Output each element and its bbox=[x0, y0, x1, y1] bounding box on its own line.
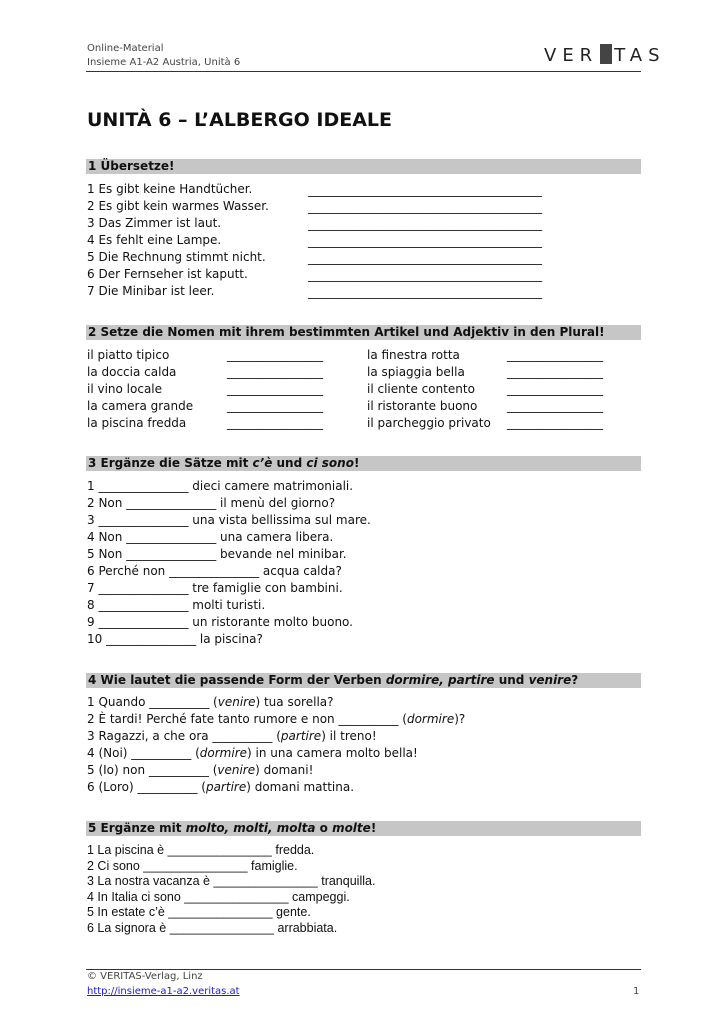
verb-infinitive: venire bbox=[217, 763, 256, 777]
exercise-item bbox=[87, 762, 313, 779]
noun-item: il piatto tipico bbox=[87, 348, 170, 362]
veritas-logo bbox=[544, 44, 666, 66]
section3-heading bbox=[86, 456, 641, 471]
exercise-item bbox=[87, 728, 377, 745]
exercise-item: 1 La piscina è _______________ fredda. bbox=[87, 843, 315, 857]
exercise-item: 10 _______________ la piscina? bbox=[87, 632, 263, 646]
section3-heading-text: 3 Ergänze die Sätze mit bbox=[88, 456, 253, 470]
section4-heading-end: ? bbox=[571, 673, 579, 687]
verb-infinitive: dormire bbox=[406, 712, 455, 726]
section4-heading-verbs: dormire, partire bbox=[385, 673, 495, 687]
exercise-item bbox=[87, 694, 334, 711]
noun-item: la camera grande bbox=[87, 399, 194, 413]
sentence-end: ) domani mattina. bbox=[246, 780, 355, 794]
verb-infinitive: partire bbox=[280, 729, 322, 743]
section1-heading: 1 Übersetze! bbox=[86, 159, 641, 174]
logo-text-right: TAS bbox=[614, 45, 666, 66]
header-divider bbox=[86, 71, 641, 72]
exercise-item: 2 Es gibt kein warmes Wasser. bbox=[87, 199, 269, 213]
sentence-end: ) in una camera molto bella! bbox=[247, 746, 418, 760]
verb-infinitive: dormire bbox=[199, 746, 248, 760]
header-meta bbox=[87, 42, 240, 70]
noun-item: il vino locale bbox=[87, 382, 163, 396]
answer-blank: _______________________________________ bbox=[308, 234, 542, 248]
logo-text-left: VER bbox=[544, 45, 599, 66]
exercise-item: 7 Die Minibar ist leer. bbox=[87, 284, 215, 298]
noun-item: il parcheggio privato bbox=[367, 416, 491, 430]
sentence-start: 3 Ragazzi, a che ora __________ ( bbox=[87, 729, 281, 743]
exercise-item: 7 _______________ tre famiglie con bambini. bbox=[87, 581, 343, 595]
noun-item: la finestra rotta bbox=[367, 348, 460, 362]
exercise-item: 3 Das Zimmer ist laut. bbox=[87, 216, 222, 230]
answer-blank: _______________________________________ bbox=[308, 200, 542, 214]
answer-blank: ________________ bbox=[507, 399, 603, 413]
noun-item: il cliente contento bbox=[367, 382, 475, 396]
exercise-item: 6 Der Fernseher ist kaputt. bbox=[87, 267, 248, 281]
answer-blank: _______________________________________ bbox=[308, 183, 542, 197]
answer-blank: ________________ bbox=[227, 416, 323, 430]
answer-blank: _______________________________________ bbox=[308, 285, 542, 299]
answer-blank: ________________ bbox=[507, 382, 603, 396]
section5-heading-terms: molto, molti, molta bbox=[185, 821, 316, 835]
footer-divider bbox=[86, 969, 641, 970]
answer-blank: ________________ bbox=[227, 365, 323, 379]
section4-heading bbox=[86, 673, 641, 688]
page-number: 1 bbox=[633, 986, 640, 997]
section4-heading-conj: und bbox=[494, 673, 529, 687]
answer-blank: ________________ bbox=[507, 416, 603, 430]
exercise-item: 1 _______________ dieci camere matrimoniali. bbox=[87, 479, 354, 493]
exercise-item bbox=[87, 745, 418, 762]
exercise-item bbox=[87, 711, 465, 728]
section5-heading-term-last: molte bbox=[332, 821, 371, 835]
sentence-start: 2 È tardi! Perché fate tanto rumore e non __________ ( bbox=[87, 712, 407, 726]
exercise-item: 8 _______________ molti turisti. bbox=[87, 598, 266, 612]
sentence-end: ) domani! bbox=[255, 763, 314, 777]
noun-item: la doccia calda bbox=[87, 365, 177, 379]
verb-infinitive: partire bbox=[205, 780, 247, 794]
exercise-item: 5 In estate c’è _______________ gente. bbox=[87, 905, 311, 919]
header-meta-line1: Online-Material bbox=[87, 43, 164, 54]
answer-blank: _______________________________________ bbox=[308, 251, 542, 265]
logo-mark-icon bbox=[600, 44, 612, 64]
section5-heading-text: 5 Ergänze mit bbox=[88, 821, 186, 835]
section5-heading-conj: o bbox=[315, 821, 333, 835]
exercise-item: 3 La nostra vacanza è _______________ tranquilla. bbox=[87, 874, 376, 888]
section3-heading-term1: c’è bbox=[252, 456, 273, 470]
noun-item: il ristorante buono bbox=[367, 399, 478, 413]
noun-item: la spiaggia bella bbox=[367, 365, 465, 379]
section4-heading-text: 4 Wie lautet die passende Form der Verben bbox=[88, 673, 386, 687]
answer-blank: _______________________________________ bbox=[308, 217, 542, 231]
exercise-item: 5 Die Rechnung stimmt nicht. bbox=[87, 250, 266, 264]
exercise-item: 4 In Italia ci sono _______________ campeggi. bbox=[87, 889, 350, 904]
sentence-end: ) il treno! bbox=[321, 729, 377, 743]
sentence-end: )? bbox=[454, 712, 466, 726]
answer-blank: ________________ bbox=[227, 399, 323, 413]
exercise-item: 4 Non _______________ una camera libera. bbox=[87, 530, 334, 544]
footer-copyright: © VERITAS-Verlag, Linz bbox=[87, 971, 203, 982]
section5-heading bbox=[86, 821, 641, 836]
answer-blank: ________________ bbox=[507, 348, 603, 362]
section3-heading-conj: und bbox=[272, 456, 307, 470]
answer-blank: ________________ bbox=[507, 365, 603, 379]
section3-heading-end: ! bbox=[353, 456, 360, 470]
exercise-item: 4 Es fehlt eine Lampe. bbox=[87, 233, 222, 247]
exercise-item: 6 Perché non _______________ acqua calda? bbox=[87, 564, 342, 578]
sentence-start: 1 Quando __________ ( bbox=[87, 695, 218, 709]
answer-blank: ________________ bbox=[227, 382, 323, 396]
answer-blank: _______________________________________ bbox=[308, 268, 542, 282]
footer-link[interactable]: http://insieme-a1-a2.veritas.at bbox=[87, 986, 240, 997]
exercise-item: 3 _______________ una vista bellissima sul mare. bbox=[87, 513, 371, 527]
sentence-start: 4 (Noi) __________ ( bbox=[87, 746, 200, 760]
section4-heading-verb3: venire bbox=[528, 673, 572, 687]
exercise-item: 6 La signora è _______________ arrabbiata. bbox=[87, 920, 338, 935]
sentence-start: 5 (Io) non __________ ( bbox=[87, 763, 218, 777]
exercise-item bbox=[87, 779, 354, 796]
noun-item: la piscina fredda bbox=[87, 416, 187, 430]
verb-infinitive: venire bbox=[217, 695, 256, 709]
exercise-item: 2 Ci sono _______________ famiglie. bbox=[87, 858, 298, 873]
header-meta-line2: Insieme A1-A2 Austria, Unità 6 bbox=[87, 57, 241, 68]
section2-heading: 2 Setze die Nomen mit ihrem bestimmten Artikel und Adjektiv in den Plural! bbox=[86, 325, 641, 340]
section3-heading-term2: ci sono bbox=[306, 456, 354, 470]
section5-heading-end: ! bbox=[370, 821, 377, 835]
exercise-item: 1 Es gibt keine Handtücher. bbox=[87, 182, 253, 196]
sentence-start: 6 (Loro) __________ ( bbox=[87, 780, 206, 794]
page-title: UNITÀ 6 – L’ALBERGO IDEALE bbox=[87, 109, 392, 131]
answer-blank: ________________ bbox=[227, 348, 323, 362]
exercise-item: 5 Non _______________ bevande nel minibar. bbox=[87, 547, 347, 561]
sentence-end: ) tua sorella? bbox=[255, 695, 334, 709]
exercise-item: 2 Non _______________ il menù del giorno? bbox=[87, 496, 336, 510]
exercise-item: 9 _______________ un ristorante molto buono. bbox=[87, 615, 353, 629]
